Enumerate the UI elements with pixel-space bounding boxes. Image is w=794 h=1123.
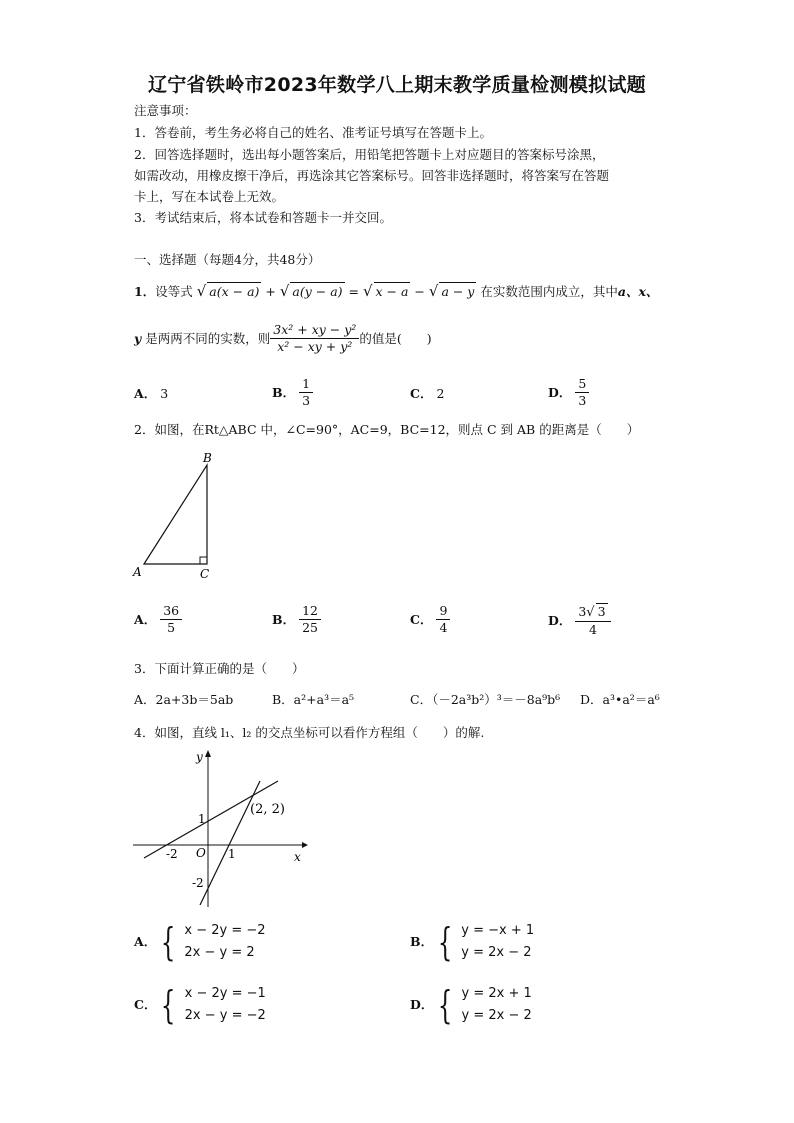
x-axis-arrow	[302, 842, 308, 848]
tick-x-neg2: -2	[166, 847, 178, 861]
line-l2	[200, 781, 260, 905]
q3-option-c[interactable]: C．（－2a³b²）³＝－8a⁹b⁶	[410, 692, 561, 707]
q1-option-c[interactable]: C． 2	[410, 386, 445, 401]
vertex-label-b: B	[203, 451, 212, 465]
question-3: 3．下面计算正确的是（ ）	[134, 661, 305, 676]
q2-option-c[interactable]: C． $\frac{9}{4}$	[410, 603, 450, 636]
notice-item: 3．考试结束后，将本试卷和答题卡一并交回。	[134, 210, 392, 225]
notice-item: 1．答卷前，考生务必将自己的姓名、准考证号填写在答题卡上。	[134, 125, 492, 140]
q2-option-b[interactable]: B． $\frac{12}{25}$	[272, 603, 321, 636]
tick-y-neg2: -2	[192, 876, 204, 890]
line-l1	[144, 781, 278, 858]
q3-option-d[interactable]: D．a³•a²＝a⁶	[580, 692, 660, 707]
tick-y-1: 1	[198, 812, 206, 826]
question-1-line2: y 是两两不同的实数，则 $\frac{\text{3x² + xy − y²}}{\text{x² − xy + y²}}$ 的值是( )	[134, 322, 432, 354]
origin-label: O	[196, 846, 206, 860]
notice-item: 卡上，写在本试卷上无效。	[134, 189, 285, 204]
q2-option-d[interactable]: D． $\frac{3√ 3}{4}$	[548, 603, 611, 638]
q3-option-a[interactable]: A．2a+3b＝5ab	[134, 692, 234, 707]
q2-option-a[interactable]: A． $\frac{36}{5}$	[134, 603, 182, 636]
q1-option-a[interactable]: A． 3	[134, 386, 169, 401]
vertex-label-a: A	[133, 565, 142, 579]
q1-equation: √ a(x − a) + √ a(y − a) = √ x − a − √ a − y	[196, 282, 475, 300]
y-axis-label: y	[196, 750, 203, 764]
q4-option-a[interactable]: A． { x − 2y = −2 2x − y = 2	[134, 920, 266, 964]
question-2: 2．如图，在Rt△ABC 中，∠C=90°，AC=9，BC=12，则点 C 到 AB 的距离是（ ）	[134, 422, 640, 437]
intersection-label: (2, 2)	[250, 802, 285, 817]
notice-heading: 注意事项：	[134, 103, 197, 118]
tick-x-1: 1	[228, 847, 236, 861]
q4-option-b[interactable]: B． { y = −x + 1 y = 2x − 2	[410, 920, 535, 964]
page-title: 辽宁省铁岭市2023年数学八上期末教学质量检测模拟试题	[148, 74, 646, 96]
question-4: 4．如图，直线 l₁、l₂ 的交点坐标可以看作方程组（ ）的解.	[134, 725, 485, 740]
section-heading: 一、选择题（每题4分，共48分）	[134, 252, 321, 267]
q1-fraction: $\frac{\text{3x² + xy − y²}}{\text{x² − xy + y²}}$	[270, 322, 359, 355]
line-graph-figure	[130, 745, 310, 910]
q4-option-c[interactable]: C． { x − 2y = −1 2x − y = −2	[134, 983, 266, 1027]
triangle-figure	[128, 448, 228, 586]
right-angle-mark	[200, 557, 207, 564]
question-1: 1．设等式 √ a(x − a) + √ a(y − a) = √ x − a − √ a − y 在实数范围内成立，其中a、x、	[134, 282, 659, 300]
q3-option-b[interactable]: B．a²+a³＝a⁵	[272, 692, 355, 707]
notice-item: 2．回答选择题时，选出每小题答案后，用铅笔把答题卡上对应题目的答案标号涂黑，	[134, 147, 605, 162]
notice-item: 如需改动，用橡皮擦干净后，再选涂其它答案标号。回答非选择题时，将答案写在答题	[134, 168, 610, 183]
triangle-abc	[144, 465, 207, 564]
q1-option-b[interactable]: B． $\frac{1}{3}$	[272, 376, 313, 409]
q4-option-d[interactable]: D． { y = 2x + 1 y = 2x − 2	[410, 983, 532, 1027]
q1-option-d[interactable]: D． $\frac{5}{3}$	[548, 376, 589, 409]
x-axis-label: x	[294, 850, 301, 864]
y-axis-arrow	[205, 750, 211, 757]
vertex-label-c: C	[200, 567, 210, 581]
